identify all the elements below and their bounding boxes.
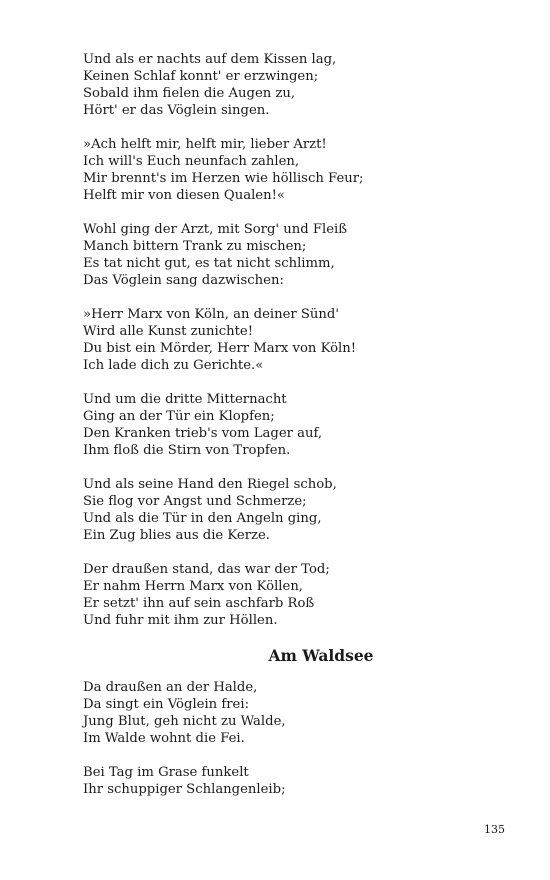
- verse-line: Und als die Tür in den Angeln ging,: [83, 511, 322, 526]
- verse-line: Ihm floß die Stirn von Tropfen.: [83, 443, 291, 458]
- verse-line: Das Vöglein sang dazwischen:: [83, 273, 284, 288]
- verse-line: Sie flog vor Angst und Schmerze;: [83, 494, 307, 509]
- verse-line: Keinen Schlaf konnt' er erzwingen;: [83, 69, 319, 84]
- verse-line: Und als seine Hand den Riegel schob,: [83, 477, 337, 492]
- verse-line: Ging an der Tür ein Klopfen;: [83, 409, 275, 424]
- stanza: [83, 51, 503, 119]
- verse-line: Sobald ihm fielen die Augen zu,: [83, 86, 296, 101]
- verse-line: Es tat nicht gut, es tat nicht schlimm,: [83, 256, 335, 271]
- verse-line: Der draußen stand, das war der Tod;: [83, 562, 330, 577]
- verse-line: Helft mir von diesen Qualen!«: [83, 188, 285, 203]
- verse-line: Ihr schuppiger Schlangenleib;: [83, 782, 286, 797]
- verse-line: Mir brennt's im Herzen wie höllisch Feur;: [83, 171, 364, 186]
- stanza: [83, 306, 503, 374]
- verse-line: Du bist ein Mörder, Herr Marx von Köln!: [83, 341, 357, 356]
- verse-line: Im Walde wohnt die Fei.: [83, 731, 245, 746]
- verse-line: Jung Blut, geh nicht zu Walde,: [83, 714, 286, 729]
- stanza: [83, 679, 503, 747]
- poem-text-block: [83, 51, 503, 815]
- verse-line: Da singt ein Vöglein frei:: [83, 697, 250, 712]
- verse-line: Wird alle Kunst zunichte!: [83, 324, 254, 339]
- verse-line: Manch bittern Trank zu mischen;: [83, 239, 307, 254]
- verse-line: Ich will's Euch neunfach zahlen,: [83, 154, 300, 169]
- verse-line: »Ach helft mir, helft mir, lieber Arzt!: [83, 137, 327, 152]
- page-number: 135: [484, 823, 505, 836]
- verse-line: »Herr Marx von Köln, an deiner Sünd': [83, 307, 339, 322]
- stanza: [83, 476, 503, 544]
- poem-stanzas-before-title: [83, 51, 503, 629]
- poem-title: Am Waldsee: [268, 646, 374, 665]
- verse-line: Bei Tag im Grase funkelt: [83, 765, 249, 780]
- verse-line: Wohl ging der Arzt, mit Sorg' und Fleiß: [83, 222, 348, 237]
- poem-stanzas-after-title: [83, 679, 503, 798]
- verse-line: Hört' er das Vöglein singen.: [83, 103, 270, 118]
- verse-line: Und als er nachts auf dem Kissen lag,: [83, 52, 337, 67]
- verse-line: Ein Zug blies aus die Kerze.: [83, 528, 270, 543]
- stanza: [83, 136, 503, 204]
- stanza: [83, 764, 503, 798]
- verse-line: Ich lade dich zu Gerichte.«: [83, 358, 264, 373]
- verse-line: Er nahm Herrn Marx von Köllen,: [83, 579, 304, 594]
- verse-line: Und um die dritte Mitternacht: [83, 392, 287, 407]
- stanza: [83, 391, 503, 459]
- verse-line: Den Kranken trieb's vom Lager auf,: [83, 426, 323, 441]
- verse-line: Und fuhr mit ihm zur Höllen.: [83, 613, 278, 628]
- verse-line: Da draußen an der Halde,: [83, 680, 258, 695]
- verse-line: Er setzt' ihn auf sein aschfarb Roß: [83, 596, 315, 611]
- stanza: [83, 561, 503, 629]
- stanza: [83, 221, 503, 289]
